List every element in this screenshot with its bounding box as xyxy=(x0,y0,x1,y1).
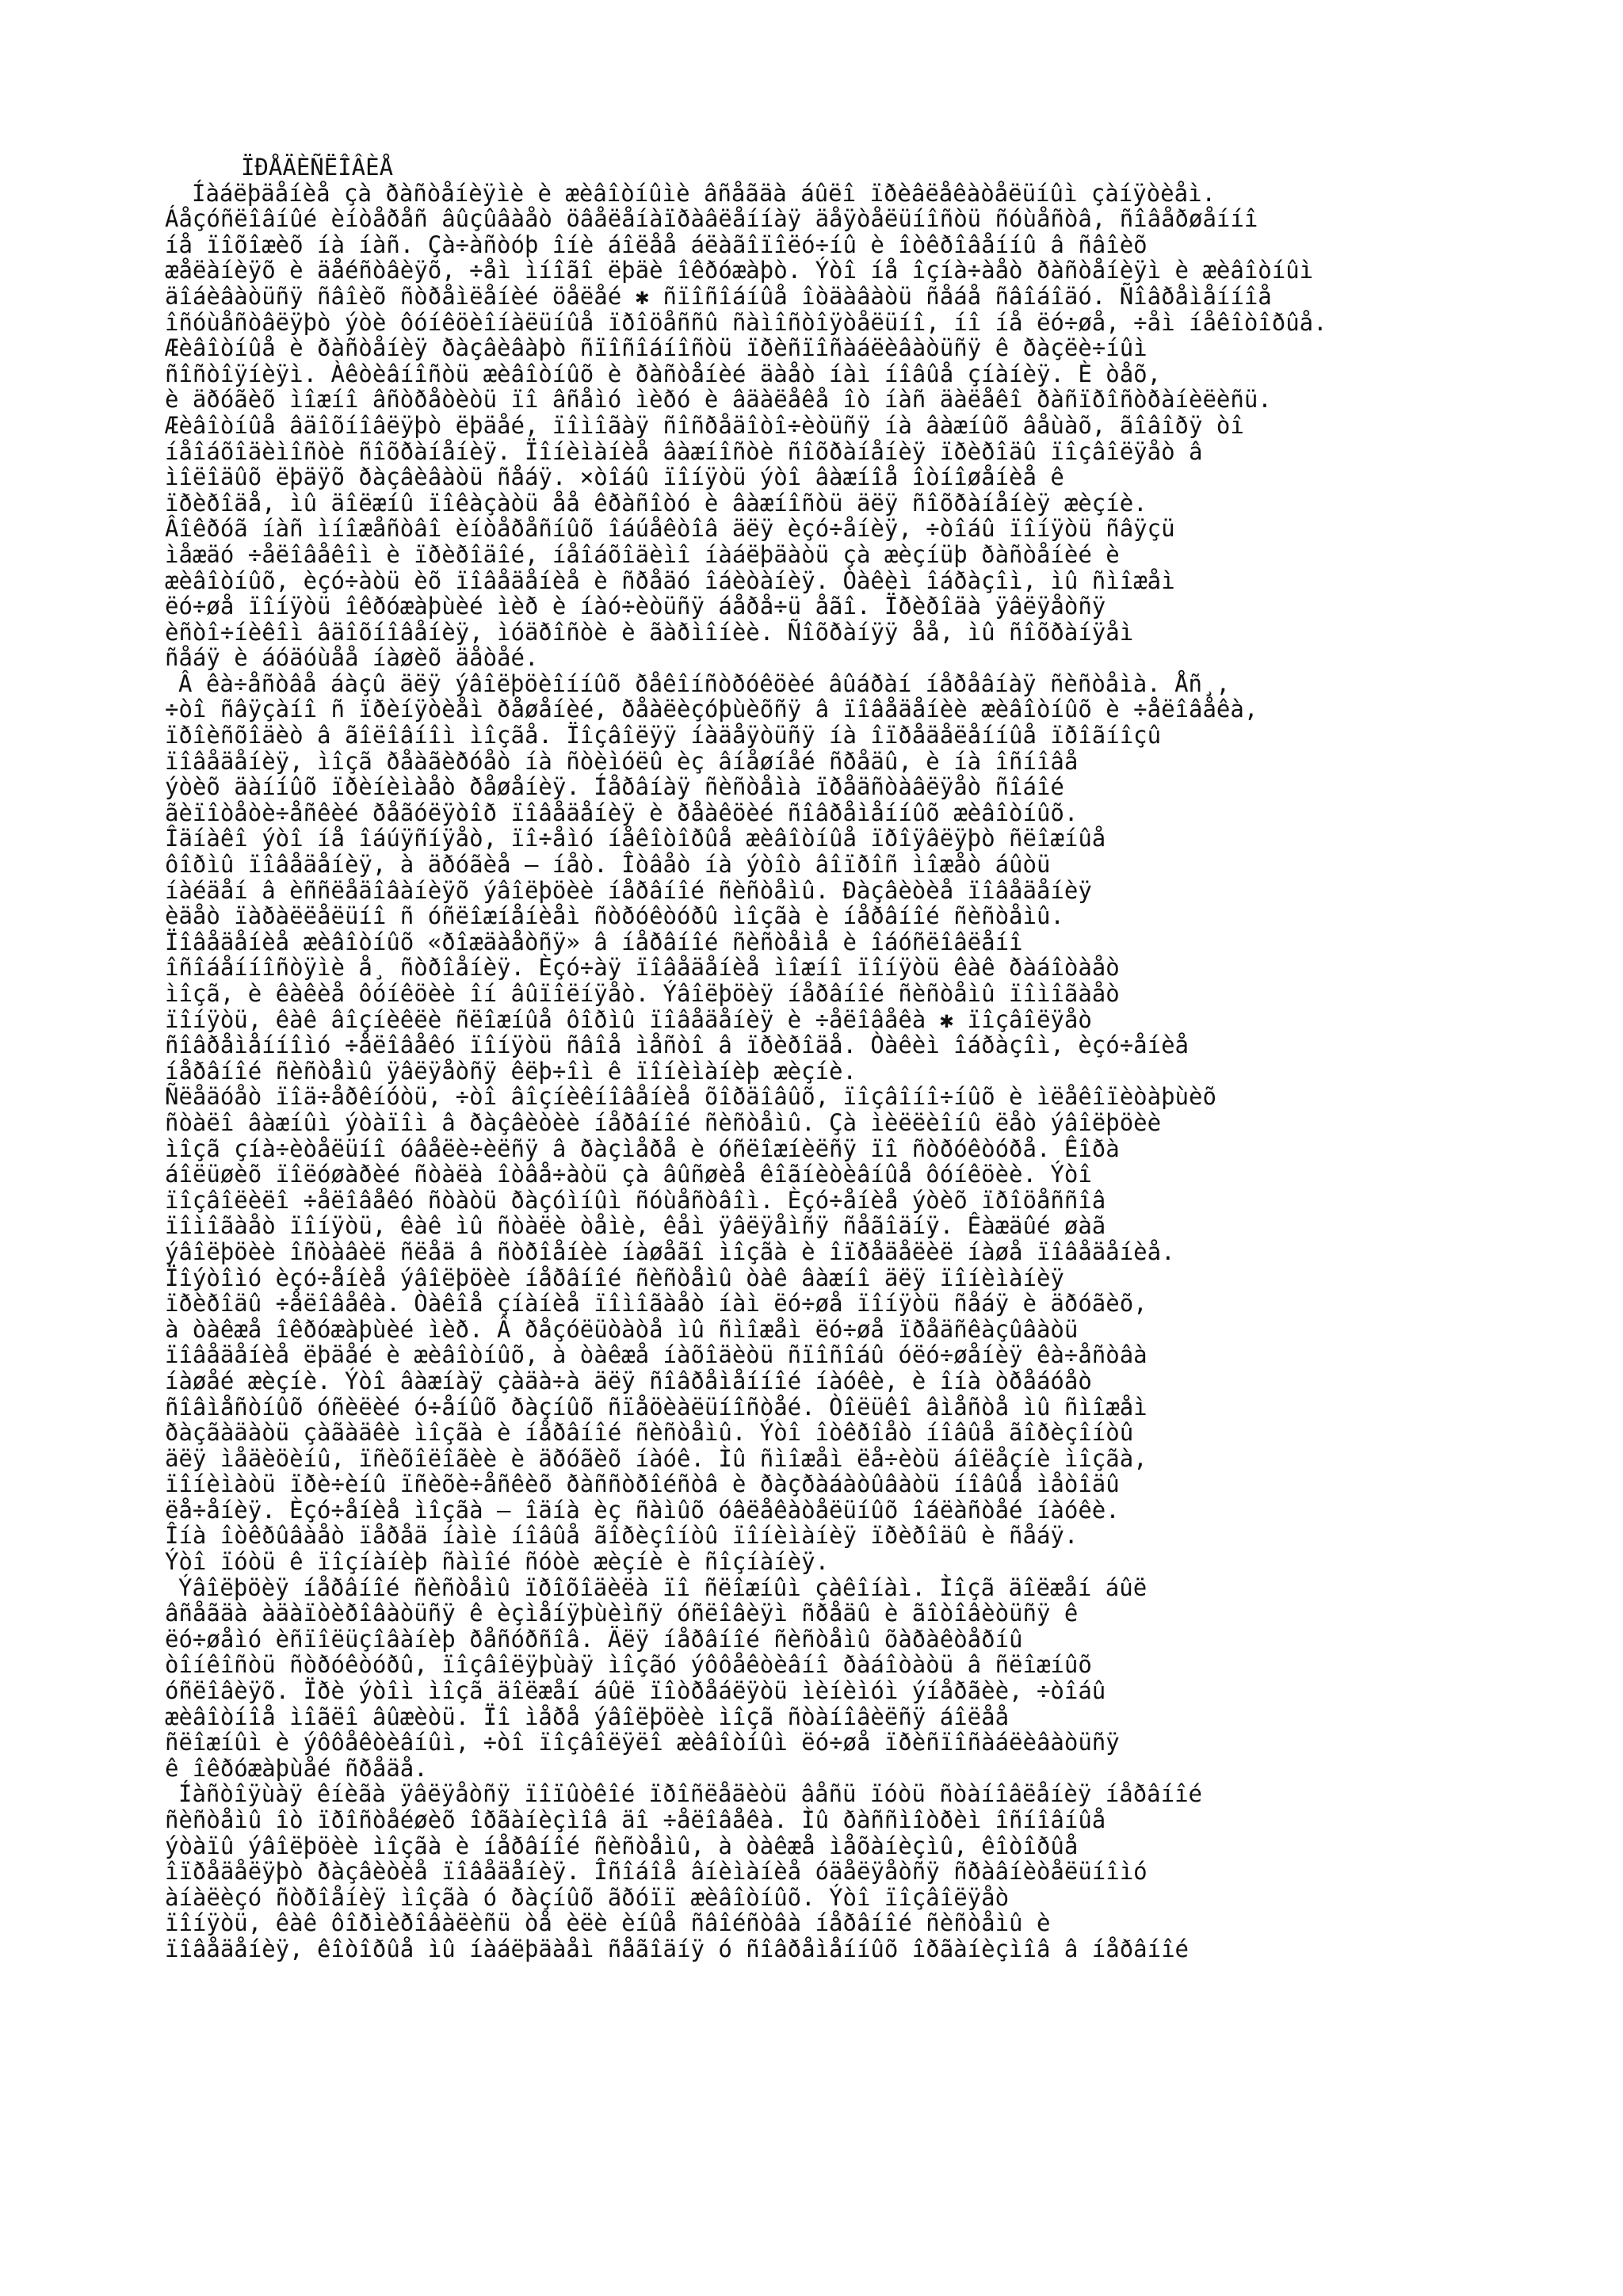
paragraph xyxy=(165,671,1465,1575)
paragraph-line: ïîíÿòü, êàê âîçíèêëè ñëîæíûå ôîðìû ïîâåäåíèÿ è ÷åëîâåêà ✱ ïîçâîëÿåò xyxy=(165,1005,1092,1033)
paragraph-line: Âîêðóã íàñ ìíîæåñòâî èíòåðåñíûõ îáúåêòîâ äëÿ èçó÷åíèÿ, ÷òîáû ïîíÿòü ñâÿçü xyxy=(165,515,1175,543)
paragraph xyxy=(165,1575,1465,1782)
paragraph-line: ïðèðîäû ÷åëîâåêà. Òàêîå çíàíèå ïîìîãàåò íàì ëó÷øå ïîíÿòü ñåáÿ è äðóãèõ, xyxy=(165,1290,1148,1318)
paragraph xyxy=(165,181,1465,671)
paragraph-line: äîáèâàòüñÿ ñâîèõ ñòðåìëåíèé öåëåé ✱ ñïîñîáíûå îòäàâàòü ñåáå ñâîáîäó. Ñîâðåìåííîå xyxy=(165,282,1272,310)
paragraphs-container xyxy=(165,181,1465,1962)
paragraph-line: è äðóãèõ ìîæíî âñòðåòèòü ïî âñåìó ìèðó è âäàëåêå îò íàñ äàëåêî ðàñïðîñòðàíèëèñü. xyxy=(165,386,1272,414)
paragraph-line: ðàçãàäàòü çàãàäêè ìîçãà è íåðâíîé ñèñòåìû. Ýòî îòêðîåò íîâûå ãîðèçîíòû xyxy=(165,1419,1134,1447)
paragraph-line: ñåáÿ è áóäóùåå íàøèõ äåòåé. xyxy=(165,644,539,672)
paragraph-line: Îäíàêî ýòî íå îáúÿñíÿåò, ïî÷åìó íåêîòîðûå æèâîòíûå ïðîÿâëÿþò ñëîæíûå xyxy=(165,825,1106,852)
paragraph-line: äëÿ ìåäèöèíû, ïñèõîëîãèè è äðóãèõ íàóê. Ìû ñìîæåì ëå÷èòü áîëåçíè ìîçãà, xyxy=(165,1444,1148,1472)
paragraph-line: ïðèðîäå, ìû äîëæíû ïîêàçàòü åå êðàñîòó è âàæíîñòü äëÿ ñîõðàíåíèÿ æèçíè. xyxy=(165,489,1148,517)
paragraph-line: Áåçóñëîâíûé èíòåðåñ âûçûâàåò öâåëåíàïðàâëåííàÿ äåÿòåëüíîñòü ñóùåñòâ, ñîâåðøåííî xyxy=(165,205,1258,233)
paragraph-line: ñîâìåñòíûõ óñèëèé ó÷åíûõ ðàçíûõ ñïåöèàëüíîñòåé. Òîëüêî âìåñòå ìû ñìîæåì xyxy=(165,1393,1148,1421)
paragraph-line: ïðîèñõîäèò â ãîëîâíîì ìîçãå. Ïîçâîëÿÿ íàäåÿòüñÿ íà îïðåäåëåííûå ïðîãíîçû xyxy=(165,722,1162,749)
document-title: ÏÐÅÄÈÑËÎÂÈÅ xyxy=(241,154,394,181)
paragraph-line: ìåæäó ÷åëîâåêîì è ïðèðîäîé, íåîáõîäèìî íàáëþäàòü çà æèçíüþ ðàñòåíèé è xyxy=(165,540,1120,568)
paragraph-line: ñëîæíûì è ýôôåêòèâíûì, ÷òî ïîçâîëÿëî æèâîòíûì ëó÷øå ïðèñïîñàáëèâàòüñÿ xyxy=(165,1729,1120,1756)
paragraph-line: Îíà îòêðûâàåò ïåðåä íàìè íîâûå ãîðèçîíòû ïîíèìàíèÿ ïðèðîäû è ñåáÿ. xyxy=(165,1522,1079,1550)
paragraph-line: ê îêðóæàþùåé ñðåäå. xyxy=(165,1754,428,1782)
paragraph-line: æåëàíèÿõ è äåéñòâèÿõ, ÷åì ìíîãî ëþäè îêðóæàþò. Ýòî íå îçíà÷àåò ðàñòåíèÿì è æèâîòíûì xyxy=(165,257,1314,284)
paragraph-line: Æèâîòíûå è ðàñòåíèÿ ðàçâèâàþò ñïîñîáíîñòü ïðèñïîñàáëèâàòüñÿ ê ðàçëè÷íûì xyxy=(165,334,1148,362)
document-body xyxy=(165,154,1465,1962)
paragraph xyxy=(165,1781,1465,1962)
paragraph-line: òîíêîñòü ñòðóêòóðû, ïîçâîëÿþùàÿ ìîçãó ýôôåêòèâíî ðàáîòàòü â ñëîæíûõ xyxy=(165,1651,1092,1679)
paragraph-line: óñëîâèÿõ. Ïðè ýòîì ìîçã äîëæåí áûë ïîòðåáëÿòü ìèíèìóì ýíåðãèè, ÷òîáû xyxy=(165,1677,1106,1705)
paragraph-line: ïîìîãàåò ïîíÿòü, êàê ìû ñòàëè òåìè, êåì ÿâëÿåìñÿ ñåãîäíÿ. Êàæäûé øàã xyxy=(165,1212,1106,1240)
paragraph-line: ïîçâîëèëî ÷åëîâåêó ñòàòü ðàçóìíûì ñóùåñòâîì. Èçó÷åíèå ýòèõ ïðîöåññîâ xyxy=(165,1186,1106,1214)
paragraph-line: ïîíÿòü, êàê ôîðìèðîâàëèñü òå èëè èíûå ñâîéñòâà íåðâíîé ñèñòåìû è xyxy=(165,1909,1051,1937)
paragraph-line: íàéäåí â èññëåäîâàíèÿõ ýâîëþöèè íåðâíîé ñèñòåìû. Ðàçâèòèå ïîâåäåíèÿ xyxy=(165,876,1092,904)
paragraph-line: Ïîýòîìó èçó÷åíèå ýâîëþöèè íåðâíîé ñèñòåìû òàê âàæíî äëÿ ïîíèìàíèÿ xyxy=(165,1264,1064,1291)
paragraph-line: ëó÷øåìó èñïîëüçîâàíèþ ðåñóðñîâ. Äëÿ íåðâíîé ñèñòåìû õàðàêòåðíû xyxy=(165,1625,1023,1653)
paragraph-line: Íàáëþäåíèå çà ðàñòåíèÿìè è æèâîòíûìè âñåãäà áûëî ïðèâëåêàòåëüíûì çàíÿòèåì. xyxy=(192,179,1216,207)
paragraph-line: Ýâîëþöèÿ íåðâíîé ñèñòåìû ïðîõîäèëà ïî ñëîæíûì çàêîíàì. Ìîçã äîëæåí áûë xyxy=(178,1573,1148,1601)
paragraph-line: íàøåé æèçíè. Ýòî âàæíàÿ çàäà÷à äëÿ ñîâðåìåííîé íàóêè, è îíà òðåáóåò xyxy=(165,1367,1092,1394)
paragraph-line: ìîçã, è êàêèå ôóíêöèè îí âûïîëíÿåò. Ýâîëþöèÿ íåðâíîé ñèñòåìû ïîìîãàåò xyxy=(165,980,1120,1007)
paragraph-line: ñîñòîÿíèÿì. Àêòèâíîñòü æèâîòíûõ è ðàñòåíèé äàåò íàì íîâûå çíàíèÿ. È òåõ, xyxy=(165,360,1162,387)
paragraph-line: èñòî÷íèêîì âäîõíîâåíèÿ, ìóäðîñòè è ãàðìîíèè. Ñîõðàíÿÿ åå, ìû ñîõðàíÿåì xyxy=(165,618,1134,646)
paragraph-line: íåðâíîé ñèñòåìû ÿâëÿåòñÿ êëþ÷îì ê ïîíèìàíèþ æèçíè. xyxy=(165,1057,857,1085)
paragraph-line: ïîíèìàòü ïðè÷èíû ïñèõè÷åñêèõ ðàññòðîéñòâ è ðàçðàáàòûâàòü íîâûå ìåòîäû xyxy=(165,1470,1120,1498)
paragraph-line: ôîðìû ïîâåäåíèÿ, à äðóãèå — íåò. Îòâåò íà ýòîò âîïðîñ ìîæåò áûòü xyxy=(165,851,1051,879)
paragraph-line: ëó÷øå ïîíÿòü îêðóæàþùèé ìèð è íàó÷èòüñÿ áåðå÷ü åãî. Ïðèðîäà ÿâëÿåòñÿ xyxy=(165,593,1106,620)
paragraph-line: îñîáåííîñòÿìè å¸ ñòðîåíèÿ. Èçó÷àÿ ïîâåäåíèå ìîæíî ïîíÿòü êàê ðàáîòàåò xyxy=(165,954,1120,982)
paragraph-line: ýòàïû ýâîëþöèè ìîçãà è íåðâíîé ñèñòåìû, à òàêæå ìåõàíèçìû, êîòîðûå xyxy=(165,1832,1079,1859)
paragraph-line: ëå÷åíèÿ. Èçó÷åíèå ìîçãà — îäíà èç ñàìûõ óâëåêàòåëüíûõ îáëàñòåé íàóêè. xyxy=(165,1496,1120,1524)
paragraph-line: ãèïîòåòè÷åñêèé ðåãóëÿòîð ïîâåäåíèÿ è ðåàêöèé ñîâðåìåííûõ æèâîòíûõ. xyxy=(165,799,1079,826)
paragraph-line: Ñëåäóåò ïîä÷åðêíóòü, ÷òî âîçíèêíîâåíèå õîðäîâûõ, ïîçâîíî÷íûõ è ìëåêîïèòàþùèõ xyxy=(165,1083,1216,1111)
paragraph-line: àíàëèçó ñòðîåíèÿ ìîçãà ó ðàçíûõ ãðóïï æèâîòíûõ. Ýòî ïîçâîëÿåò xyxy=(165,1883,1010,1911)
paragraph-line: à òàêæå îêðóæàþùèé ìèð. Â ðåçóëüòàòå ìû ñìîæåì ëó÷øå ïðåäñêàçûâàòü xyxy=(165,1315,1079,1343)
paragraph-line: Íàñòîÿùàÿ êíèãà ÿâëÿåòñÿ ïîïûòêîé ïðîñëåäèòü âåñü ïóòü ñòàíîâëåíèÿ íåðâíîé xyxy=(178,1780,1203,1808)
paragraph-line: Ïîâåäåíèå æèâîòíûõ «ðîæäàåòñÿ» â íåðâíîé ñèñòåìå è îáóñëîâëåíî xyxy=(165,928,1023,955)
paragraph-line: èäåò ïàðàëëåëüíî ñ óñëîæíåíèåì ñòðóêòóðû ìîçãà è íåðâíîé ñèñòåìû. xyxy=(165,902,1064,930)
paragraph-line: ñòàëî âàæíûì ýòàïîì â ðàçâèòèè íåðâíîé ñèñòåìû. Çà ìèëëèîíû ëåò ýâîëþöèè xyxy=(165,1108,1162,1136)
paragraph-line: Â êà÷åñòâå áàçû äëÿ ýâîëþöèîííûõ ðåêîíñòðóêöèé âûáðàí íåðåâíàÿ ñèñòåìà. Åñ¸, xyxy=(178,669,1230,697)
paragraph-line: æèâîòíûõ, èçó÷àòü èõ ïîâåäåíèå è ñðåäó îáèòàíèÿ. Òàêèì îáðàçîì, ìû ñìîæåì xyxy=(165,566,1175,594)
paragraph-line: âñåãäà àäàïòèðîâàòüñÿ ê èçìåíÿþùèìñÿ óñëîâèÿì ñðåäû è ãîòîâèòüñÿ ê xyxy=(165,1600,1079,1627)
paragraph-line: ìîëîäûõ ëþäÿõ ðàçâèâàòü ñåáÿ. ×òîáû ïîíÿòü ýòî âàæíîå îòíîøåíèå ê xyxy=(165,463,1064,491)
paragraph-line: ïîâåäåíèÿ, ìîçã ðåàãèðóåò íà ñòèìóëû èç âíåøíåé ñðåäû, è íà îñíîâå xyxy=(165,747,1079,775)
paragraph-line: íåîáõîäèìîñòè ñîõðàíåíèÿ. Ïîíèìàíèå âàæíîñòè ñîõðàíåíèÿ ïðèðîäû ïîçâîëÿåò â xyxy=(165,437,1203,465)
paragraph-line: ýòèõ äàííûõ ïðèíèìàåò ðåøåíèÿ. Íåðâíàÿ ñèñòåìà ïðåäñòàâëÿåò ñîáîé xyxy=(165,773,1064,801)
paragraph-line: ÷òî ñâÿçàíî ñ ïðèíÿòèåì ðåøåíèé, ðåàëèçóþùèõñÿ â ïîâåäåíèè æèâîòíûõ è ÷åëîâåêà, xyxy=(165,696,1258,723)
paragraph-line: æèâîòíîå ìîãëî âûæèòü. Ïî ìåðå ýâîëþöèè ìîçã ñòàíîâèëñÿ áîëåå xyxy=(165,1703,1010,1730)
paragraph-line: ñîâðåìåííîìó ÷åëîâåêó ïîíÿòü ñâîå ìåñòî â ïðèðîäå. Òàêèì îáðàçîì, èçó÷åíèå xyxy=(165,1032,1190,1059)
paragraph-line: ïîâåäåíèå ëþäåé è æèâîòíûõ, à òàêæå íàõîäèòü ñïîñîáû óëó÷øåíèÿ êà÷åñòâà xyxy=(165,1341,1148,1369)
paragraph-line: îïðåäåëÿþò ðàçâèòèå ïîâåäåíèÿ. Îñîáîå âíèìàíèå óäåëÿåòñÿ ñðàâíèòåëüíîìó xyxy=(165,1858,1148,1886)
paragraph-line: ýâîëþöèè îñòàâèë ñëåä â ñòðîåíèè íàøåãî ìîçãà è îïðåäåëèë íàøå ïîâåäåíèå. xyxy=(165,1238,1175,1265)
paragraph-line: Æèâîòíûå âäîõíîâëÿþò ëþäåé, ïîìîãàÿ ñîñðåäîòî÷èòüñÿ íà âàæíûõ âåùàõ, ãîâîðÿ òî xyxy=(165,411,1244,439)
paragraph-line: ïîâåäåíèÿ, êîòîðûå ìû íàáëþäàåì ñåãîäíÿ ó ñîâðåìåííûõ îðãàíèçìîâ â íåðâíîé xyxy=(165,1935,1190,1962)
paragraph-line: áîëüøèõ ïîëóøàðèé ñòàëà îòâå÷àòü çà âûñøèå êîãíèòèâíûå ôóíêöèè. Ýòî xyxy=(165,1161,1092,1188)
paragraph-line: ìîçã çíà÷èòåëüíî óâåëè÷èëñÿ â ðàçìåðå è óñëîæíèëñÿ ïî ñòðóêòóðå. Êîðà xyxy=(165,1135,1120,1162)
paragraph-line: îñóùåñòâëÿþò ýòè ôóíêöèîíàëüíûå ïðîöåññû ñàìîñòîÿòåëüíî, íî íå ëó÷øå, ÷åì íåêîòîðûå. xyxy=(165,308,1327,336)
paragraph-line: íå ïîõîæèõ íà íàñ. Çà÷àñòóþ îíè áîëåå áëàãîïîëó÷íû è îòêðîâåííû â ñâîèõ xyxy=(165,231,1148,258)
paragraph-line: Ýòî ïóòü ê ïîçíàíèþ ñàìîé ñóòè æèçíè è ñîçíàíèÿ. xyxy=(165,1548,830,1576)
paragraph-line: ñèñòåìû îò ïðîñòåéøèõ îðãàíèçìîâ äî ÷åëîâåêà. Ìû ðàññìîòðèì îñíîâíûå xyxy=(165,1806,1106,1833)
